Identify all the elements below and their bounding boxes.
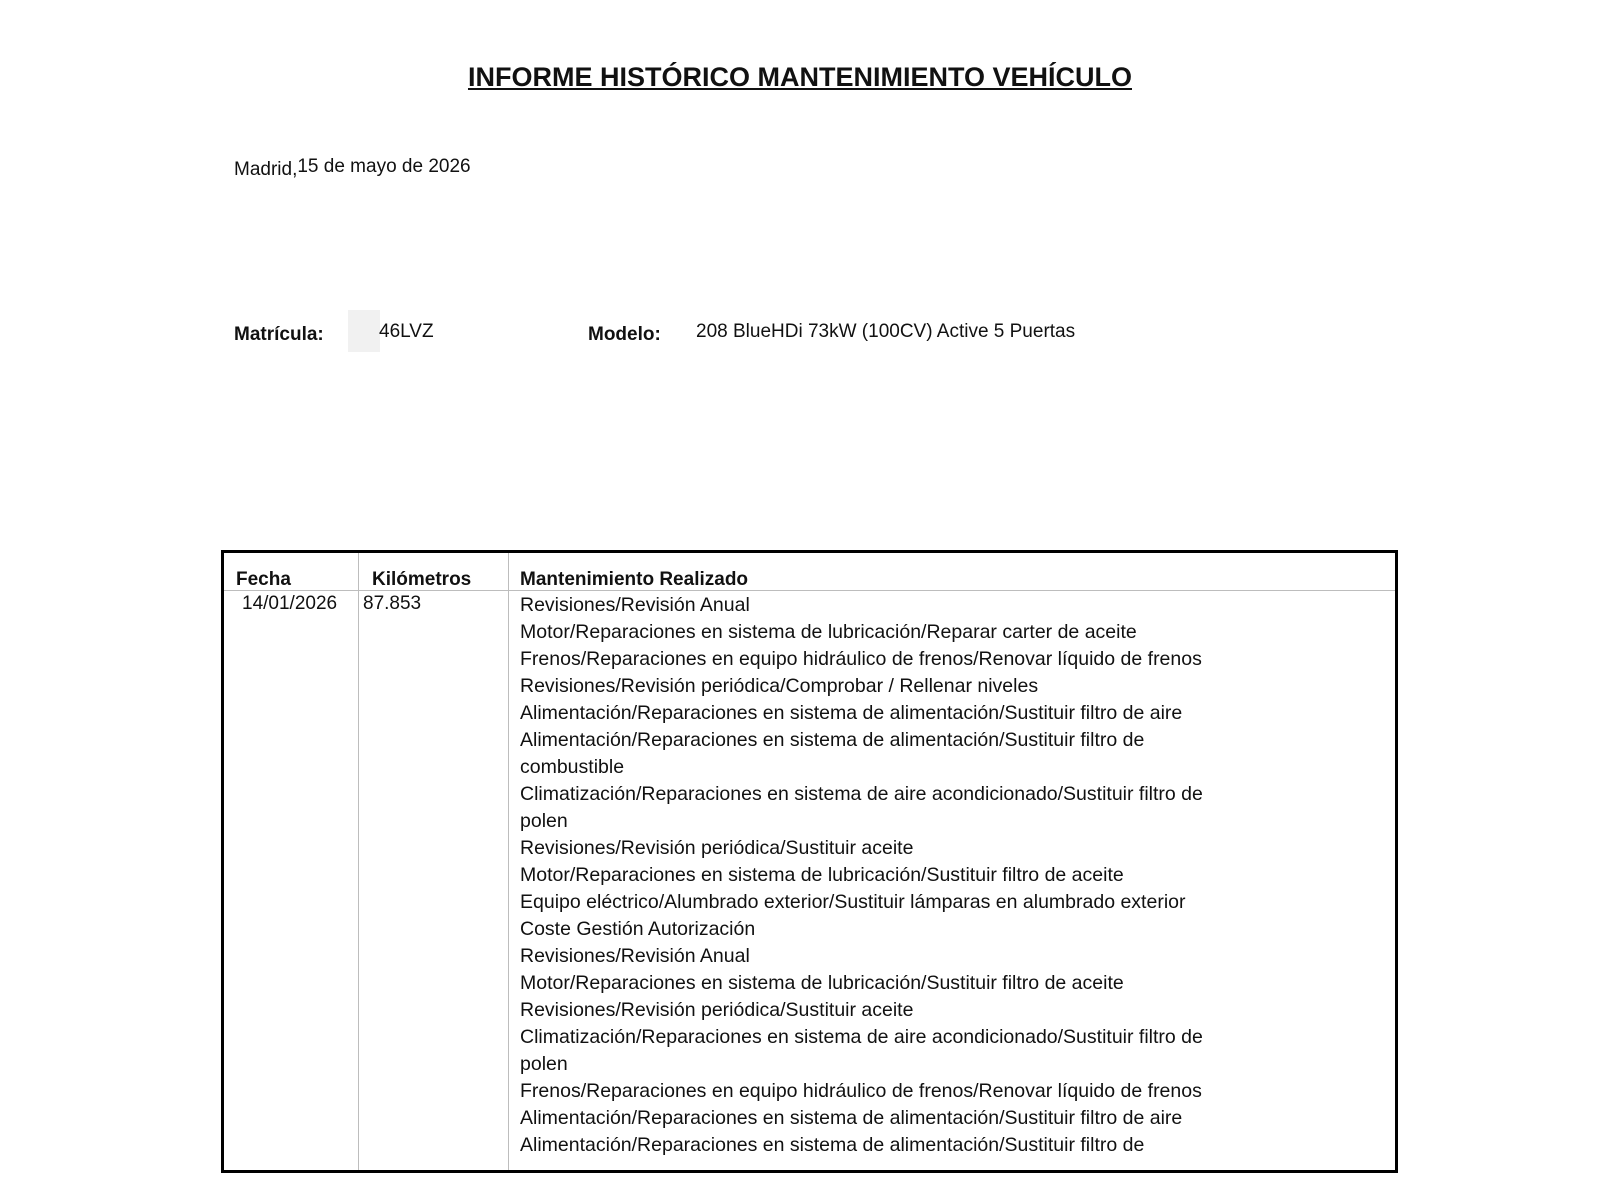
- header-fecha: Fecha: [236, 569, 291, 590]
- model-value: 208 BlueHDi 73kW (100CV) Active 5 Puertas: [696, 321, 1076, 342]
- header-kilometros: Kilómetros: [372, 569, 472, 590]
- plate-value: 46LVZ: [379, 321, 434, 342]
- maintenance-item: Alimentación/Reparaciones en sistema de alimentación/Sustituir filtro de combustible: [520, 729, 1145, 778]
- maintenance-item: Revisiones/Revisión periódica/Sustituir aceite: [520, 999, 914, 1021]
- maintenance-item: Motor/Reparaciones en sistema de lubricación/Sustituir filtro de aceite: [520, 864, 1124, 886]
- maintenance-item: Revisiones/Revisión Anual: [520, 945, 750, 967]
- row-fecha: 14/01/2026: [242, 593, 338, 614]
- maintenance-item: Motor/Reparaciones en sistema de lubricación/Sustituir filtro de aceite: [520, 972, 1124, 994]
- header-mantenimiento: Mantenimiento Realizado: [520, 569, 749, 590]
- column-divider: [508, 553, 509, 1170]
- maintenance-item: Climatización/Reparaciones en sistema de aire acondicionado/Sustituir filtro de polen: [520, 783, 1203, 832]
- column-divider: [358, 553, 359, 1170]
- maintenance-item: Alimentación/Reparaciones en sistema de alimentación/Sustituir filtro de aire: [520, 1107, 1183, 1129]
- report-title: INFORME HISTÓRICO MANTENIMIENTO VEHÍCULO: [467, 62, 1132, 92]
- maintenance-item: Revisiones/Revisión Anual: [520, 594, 750, 616]
- plate-label: Matrícula:: [234, 324, 324, 345]
- report-city: Madrid,: [234, 159, 298, 180]
- maintenance-list: [520, 592, 1240, 1159]
- maintenance-item: Climatización/Reparaciones en sistema de aire acondicionado/Sustituir filtro de polen: [520, 1026, 1203, 1075]
- maintenance-item: Revisiones/Revisión periódica/Comprobar / Rellenar niveles: [520, 675, 1039, 697]
- maintenance-item: Equipo eléctrico/Alumbrado exterior/Sustituir lámparas en alumbrado exterior: [520, 891, 1186, 913]
- maintenance-table: [221, 550, 1398, 1173]
- report-date-line: [234, 156, 471, 178]
- maintenance-item: Alimentación/Reparaciones en sistema de alimentación/Sustituir filtro de aire: [520, 702, 1183, 724]
- maintenance-item: Revisiones/Revisión periódica/Sustituir aceite: [520, 837, 914, 859]
- maintenance-item: Frenos/Reparaciones en equipo hidráulico de frenos/Renovar líquido de frenos: [520, 648, 1202, 670]
- plate-redaction: [348, 310, 380, 352]
- model-label: Modelo:: [588, 324, 661, 345]
- maintenance-item: Motor/Reparaciones en sistema de lubricación/Reparar carter de aceite: [520, 621, 1137, 643]
- maintenance-item: Frenos/Reparaciones en equipo hidráulico de frenos/Renovar líquido de frenos: [520, 1080, 1202, 1102]
- report-date: 15 de mayo de 2026: [297, 156, 471, 177]
- maintenance-item: Coste Gestión Autorización: [520, 918, 756, 940]
- maintenance-item: Alimentación/Reparaciones en sistema de alimentación/Sustituir filtro de: [520, 1134, 1145, 1156]
- row-kilometros: 87.853: [363, 593, 422, 614]
